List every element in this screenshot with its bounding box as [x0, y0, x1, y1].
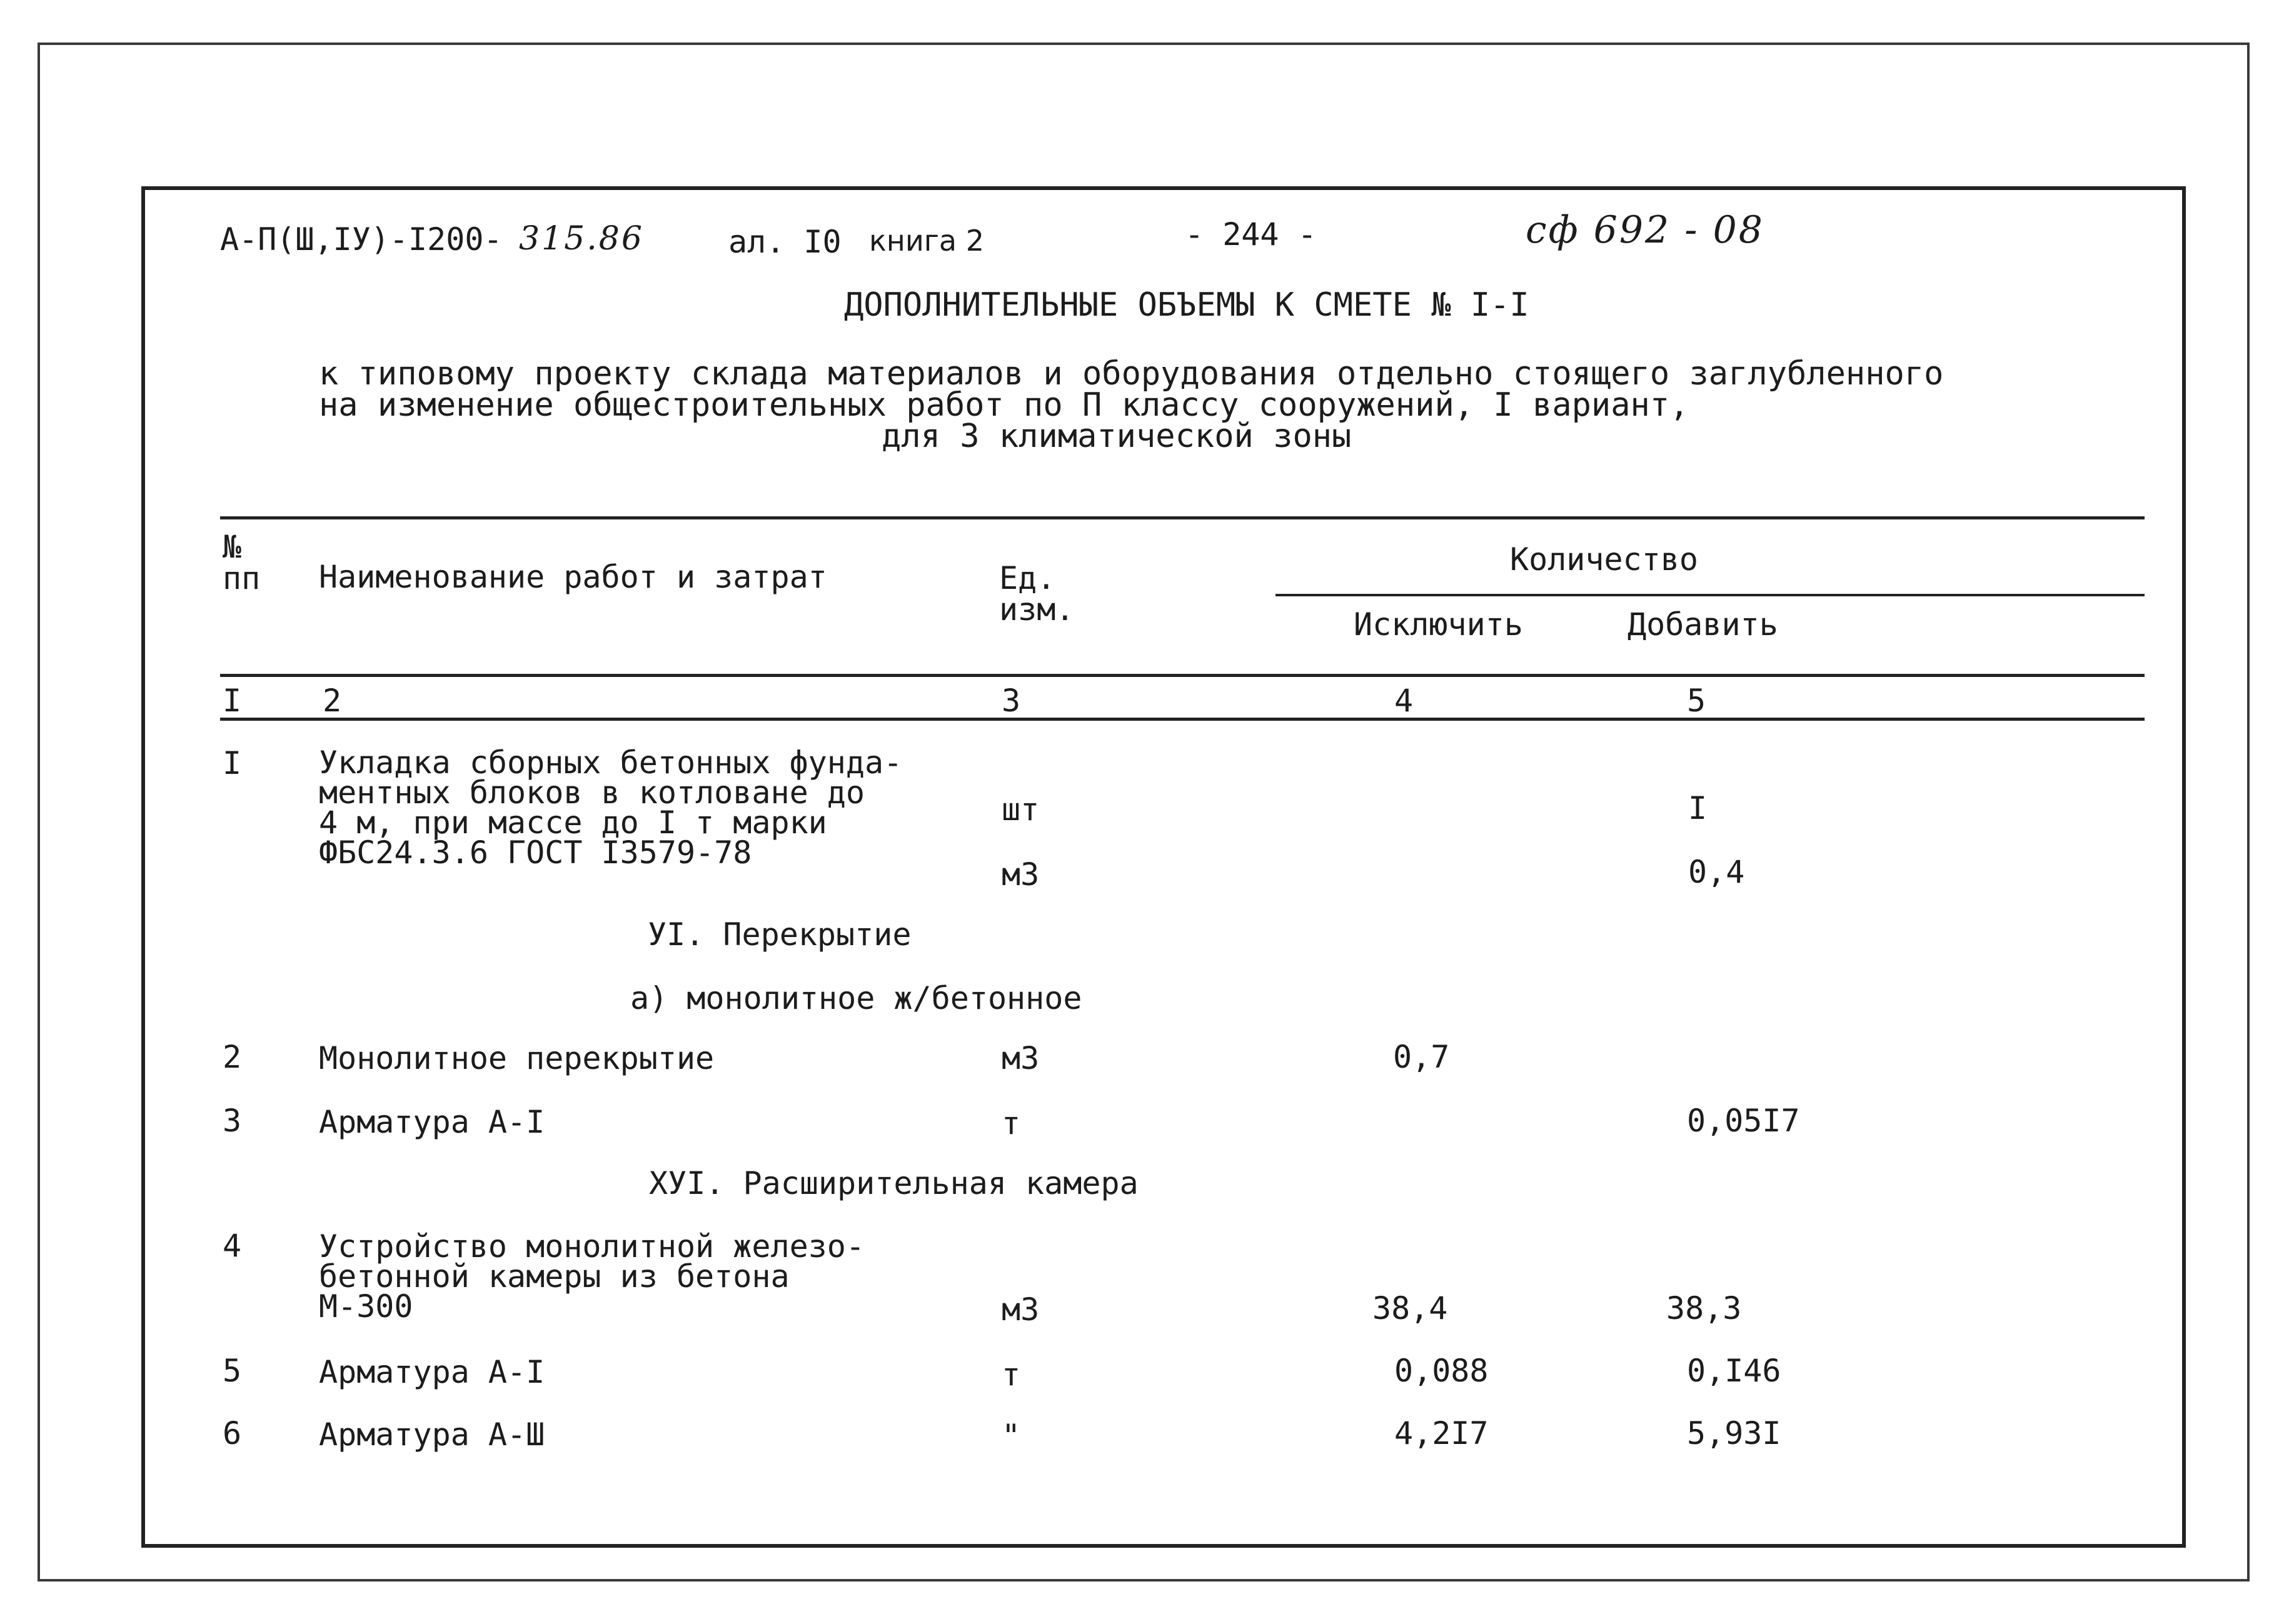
- col-number-2: 2: [323, 683, 342, 719]
- row-1-unit-2: м3: [1002, 856, 1040, 893]
- subtitle-line-3: для 3 климатической зоны: [882, 418, 1352, 455]
- header-bottom-rule: [220, 674, 2145, 677]
- row-6-exclude: 4,2I7: [1394, 1415, 1489, 1451]
- row-5-add: 0,I46: [1687, 1353, 1781, 1389]
- row-5-unit: т: [1002, 1356, 1021, 1393]
- header-unit: Ед. изм.: [999, 560, 1075, 628]
- row-4-unit: м3: [1002, 1291, 1040, 1328]
- col-number-1: I: [223, 683, 242, 719]
- row-1-add-2: 0,4: [1688, 854, 1745, 890]
- section-heading-2: ХУI. Расширительная камера: [649, 1165, 1139, 1201]
- row-2-unit: м3: [1002, 1040, 1040, 1076]
- row-3-num: 3: [223, 1103, 242, 1139]
- column-numbers-rule: [220, 718, 2145, 721]
- subsection-heading: а) монолитное ж/бетонное: [630, 980, 1082, 1016]
- row-3-name: Арматура А-I: [319, 1104, 545, 1140]
- col-number-3: 3: [1002, 683, 1021, 719]
- subtitle-line-2: на изменение общестроительных работ по П классу сооружений, I вариант,: [319, 386, 1689, 424]
- row-2-num: 2: [223, 1039, 242, 1075]
- row-4-num: 4: [223, 1228, 242, 1264]
- subtitle-line-1: к типовому проекту склада материалов и оборудования отдельно стоящего заглубленного: [319, 355, 1944, 393]
- row-1-num: I: [223, 745, 242, 781]
- album-label: ал. I0: [728, 224, 842, 260]
- row-1-add-1: I: [1688, 790, 1708, 826]
- row-1-name: Укладка сборных бетонных фунда- ментных блоков в котловане до 4 м, при массе до I т марки ФБС24.3.6 ГОСТ I3579-78: [319, 744, 903, 871]
- header-quantity: Количество: [1510, 541, 1699, 578]
- row-4-exclude: 38,4: [1372, 1290, 1448, 1326]
- project-code: А-П(Ш,IУ)-I200-: [220, 221, 503, 258]
- col-number-5: 5: [1687, 683, 1706, 719]
- page-number: - 244 -: [1185, 216, 1317, 253]
- section-heading: УI. Перекрытие: [648, 916, 912, 953]
- row-5-name: Арматура А-I: [319, 1354, 545, 1390]
- project-code-handwritten: 315.86: [519, 220, 644, 258]
- row-6-num: 6: [223, 1415, 242, 1451]
- row-5-num: 5: [223, 1353, 242, 1389]
- book-label: книга 2: [869, 224, 984, 258]
- col-number-4: 4: [1394, 683, 1414, 719]
- row-1-unit-1: шт: [1002, 791, 1040, 828]
- row-3-add: 0,05I7: [1687, 1103, 1800, 1139]
- header-add: Добавить: [1627, 606, 1778, 643]
- row-6-name: Арматура А-Ш: [319, 1416, 545, 1453]
- row-4-name: Устройство монолитной железо- бетонной камеры из бетона М-300: [319, 1228, 865, 1325]
- header-name: Наименование работ и затрат: [319, 559, 827, 595]
- row-4-add: 38,3: [1666, 1290, 1742, 1326]
- quantity-rule: [1275, 594, 2145, 596]
- row-2-name: Монолитное перекрытие: [319, 1040, 715, 1076]
- header-num: № пп: [223, 529, 261, 596]
- document-title: ДОПОЛНИТЕЛЬНЫЕ ОБЪЕМЫ К СМЕТЕ № I-I: [844, 286, 1529, 324]
- stamp-number: сф 692 - 08: [1526, 208, 1764, 252]
- row-6-unit: ": [1002, 1418, 1021, 1454]
- header-exclude: Исключить: [1354, 606, 1523, 643]
- row-2-exclude: 0,7: [1393, 1039, 1450, 1075]
- row-5-exclude: 0,088: [1394, 1353, 1489, 1389]
- row-3-unit: т: [1002, 1105, 1021, 1141]
- table-top-rule: [220, 516, 2145, 519]
- row-6-add: 5,93I: [1687, 1415, 1781, 1451]
